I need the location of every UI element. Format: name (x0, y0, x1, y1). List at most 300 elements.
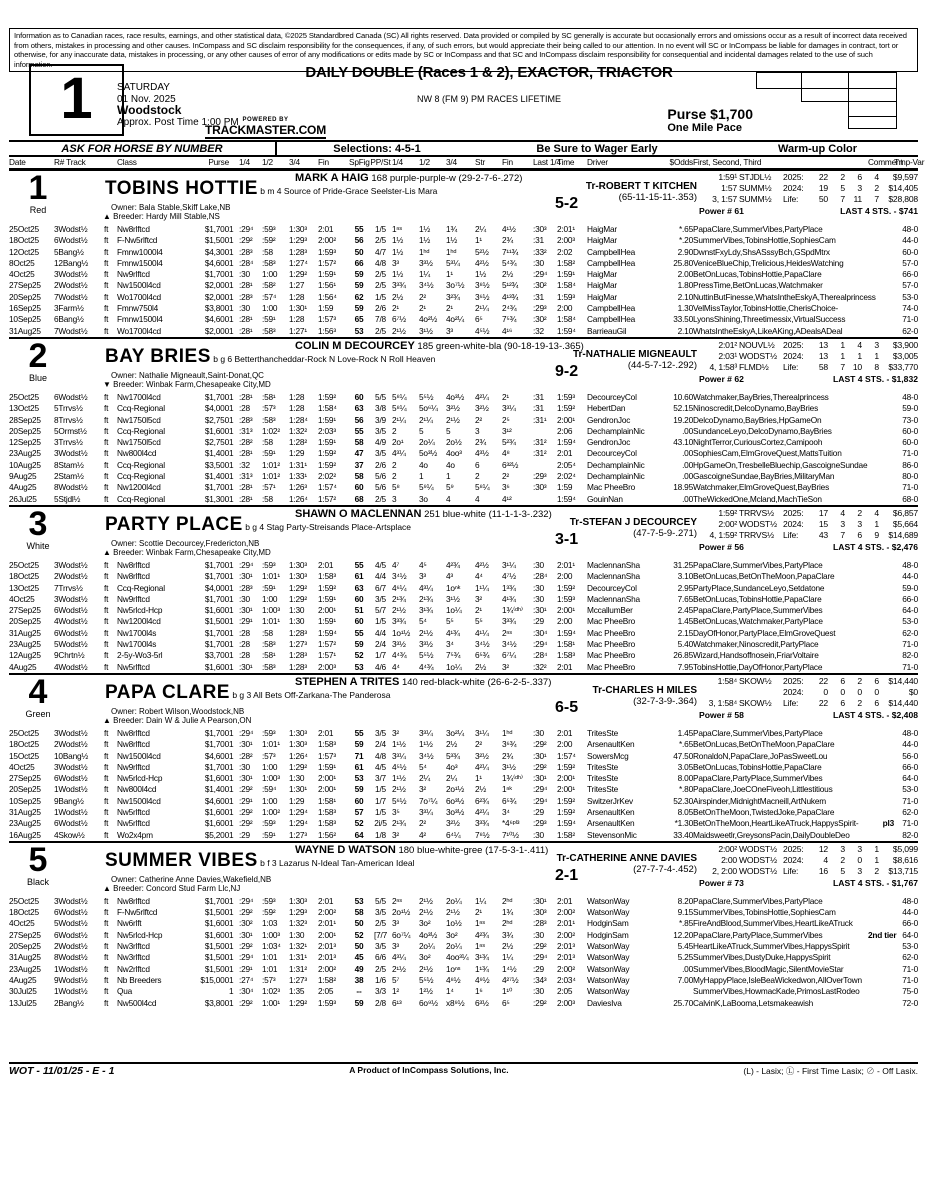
record-stat: 12 (818, 843, 828, 854)
horse-header (9, 840, 918, 896)
record-track: WODST½ (739, 350, 777, 361)
pp-cell: 4Oct25 (9, 918, 35, 929)
pp-cell: 1:30³ (289, 559, 307, 570)
pp-cell: 1ʰᵈ (419, 246, 430, 257)
pp-cell: 48-0 (902, 559, 918, 570)
pp-cell: 1:57⁴ (318, 482, 337, 493)
pp-cell: Nw1700l4cd (117, 391, 161, 402)
pp-cell: 2.15 (677, 627, 693, 638)
column-header: R# Track (54, 157, 86, 167)
pp-cell: 71-0 (902, 661, 918, 672)
pp-cell: ft (104, 907, 109, 918)
pp-cell: $4,600 (204, 795, 229, 806)
pp-cell: 1:28³ (289, 246, 307, 257)
pp-cell: 4¹¾ (502, 593, 516, 604)
pp-cell: :29⁴ (533, 784, 548, 795)
pp-cell: 4/9 (375, 437, 386, 448)
pp-cell: MaclennanSha (587, 593, 640, 604)
pp-cell: :58³ (262, 414, 276, 425)
column-header: 1/4 (239, 157, 250, 167)
pp-cell (868, 583, 894, 594)
pp-cell: NuttinButFinesse,WhatsIntheEskyA,Therealprincess (693, 291, 876, 302)
record-earnings: $5,099 (892, 843, 918, 854)
pp-cell: 2Bang½ (54, 997, 84, 1008)
pp-row (9, 224, 918, 235)
pp-cell: $1,500 (204, 616, 229, 627)
pp-cell: 4³¼ (392, 448, 406, 459)
pp-cell: 1 (229, 280, 234, 291)
pp-cell: 1 (229, 582, 234, 593)
pp-cell: 2o½ (446, 437, 462, 448)
pp-cell: 3⁴½ (502, 639, 517, 650)
pp-cell: :30 (533, 929, 544, 940)
trackmaster-logo: TRACKMASTER.COM (205, 123, 326, 137)
column-header: Purse (208, 157, 229, 167)
horse-name: TOBINS HOTTIE (105, 178, 258, 199)
pp-row (9, 964, 918, 975)
pp-cell: Nw8rlftcd (117, 224, 150, 234)
pp-cell: 1:59³ (318, 997, 336, 1008)
pp-cell: 1:03 (262, 918, 278, 929)
pp-cell: 1¾⁽ᵈʰ⁾ (502, 773, 523, 784)
pp-cell: 1:58² (557, 829, 575, 840)
pp-cell: :29³ (533, 471, 547, 482)
pp-cell: 68-0 (902, 493, 918, 504)
pp-cell: 68 (354, 493, 364, 504)
pp-cell: 2ʰᵈ (502, 918, 513, 929)
pp-cell: 4²⁷½ (502, 974, 519, 985)
pp-cell: 5²½ (475, 246, 489, 257)
pp-cell (868, 986, 894, 997)
past-performance-table (9, 560, 918, 673)
pp-cell: Nw3rlftcd (117, 952, 150, 963)
record-year: 2025: (783, 675, 804, 686)
pp-cell: 1 (229, 325, 234, 336)
pp-cell: 4/5 (375, 761, 386, 772)
pp-cell: 1:56¹ (318, 280, 336, 291)
pp-cell: 1³¾ (502, 582, 516, 593)
pp-cell: 1:58³ (318, 571, 336, 582)
race-gait: One Mile Pace (667, 122, 742, 134)
pp-cell: 1:30³ (289, 739, 307, 750)
pp-cell: 1/7 (375, 795, 386, 806)
pp-cell: 1 (229, 314, 234, 325)
pp-cell: 2¹ (419, 303, 426, 314)
pp-cell: 1:57² (318, 257, 336, 268)
pp-cell: 3⁶¾ (502, 739, 517, 750)
pp-cell: 1:58³ (318, 739, 336, 750)
pp-cell: 20Sep25 (9, 425, 41, 436)
pp-cell: 2:01 (318, 559, 334, 570)
pp-cell: ft (104, 739, 109, 750)
pp-cell: :29⁴ (533, 269, 548, 280)
pp-cell: 86-0 (902, 459, 918, 470)
pp-cell: ft (104, 459, 109, 470)
record-stat: 1 (840, 350, 845, 361)
pp-cell: 2:00 (557, 616, 573, 627)
pp-cell (868, 662, 894, 673)
trackmaster-brand (205, 117, 326, 139)
record-stat: 11 (853, 194, 862, 204)
last4-earnings: LAST 4 STS. - $1,832 (832, 373, 918, 384)
pp-cell: 37 (354, 459, 364, 470)
pp-cell: $1,500 (204, 235, 229, 246)
pp-cell: 1:01¹ (262, 739, 280, 750)
record-time: 1:59¹ (718, 172, 737, 182)
pp-cell: 1 (229, 997, 234, 1008)
pp-cell: 1ⁿᵏ (502, 784, 512, 795)
pp-cell: ft (104, 818, 109, 829)
pp-cell: DecourceyCol (587, 582, 637, 593)
pp-cell: :31 (533, 391, 544, 402)
pp-cell: Watchmaker,ElmGroveQuest,BayBries (693, 482, 830, 493)
pp-cell: 4/8 (375, 257, 386, 268)
pp-cell: 27Sep25 (9, 280, 41, 291)
race-number-box (29, 64, 124, 136)
pp-cell: 3o² (419, 952, 431, 963)
pp-cell: :30¹ (533, 750, 547, 761)
pp-cell: 4⁵½ (392, 761, 407, 772)
pp-row (9, 426, 918, 437)
pp-cell: 2:01³ (318, 952, 336, 963)
pp-cell: 1¹½ (392, 739, 406, 750)
pp-cell: 3¹½ (502, 761, 516, 772)
pp-cell: 1⁴ (446, 986, 454, 997)
pp-cell: HaigMar (587, 291, 617, 302)
pp-cell: Nw9rlftcd (117, 761, 150, 772)
pp-cell: 12Aug25 (9, 650, 41, 661)
pp-cell: :30² (239, 918, 253, 929)
pp-cell: 23Aug25 (9, 448, 41, 459)
horse-breeding: b g 3 All Bets Off-Zarkana-The Panderosa (229, 689, 391, 700)
pp-cell: 7Trrvs½ (54, 582, 83, 593)
pp-cell: 3⁴½ (392, 571, 407, 582)
pp-cell: 5³¾ (446, 750, 460, 761)
pp-cell: 64-0 (902, 929, 918, 940)
pp-cell: 2:00 (557, 303, 573, 314)
owner-info: Owner: Robert Wilson,Woodstock,NB (111, 706, 245, 716)
pp-cell: 73-0 (902, 414, 918, 425)
pp-cell: Nw8rlftcd (117, 895, 150, 906)
pp-cell: 1⁶ (475, 986, 483, 997)
pp-cell: 2o¼ (446, 895, 462, 906)
record-track: WODST½ (739, 518, 777, 529)
pp-cell: 30Jul25 (9, 986, 37, 997)
pp-cell: 4⁴ (392, 661, 400, 672)
horse-name-line (105, 178, 437, 200)
pp-cell: :31 (533, 403, 544, 414)
pp-cell: 6⁵ (502, 997, 510, 1008)
pp-cell: 4⁸ (502, 448, 510, 459)
pp-cell: :28 (239, 627, 250, 638)
pp-cell: Mac PheeBro (587, 639, 636, 650)
pp-cell: 1 (229, 571, 234, 582)
pp-cell: 7Wodst½ (54, 291, 88, 302)
record-stat: 1 (874, 518, 879, 529)
pp-cell: 1:00 (262, 593, 278, 604)
pp-cell (868, 494, 894, 505)
pp-row (9, 460, 918, 471)
trainer-stats: (65-11-15-11-.353) (618, 192, 697, 203)
column-header: First, Second, Third (693, 157, 762, 167)
pp-cell: 7¹¹¾ (502, 246, 519, 257)
pp-cell: 3/5 (375, 941, 386, 952)
pp-cell: 20Sep25 (9, 784, 41, 795)
pp-cell: 71 (354, 750, 364, 761)
record-stat: 2 (840, 172, 845, 182)
pp-cell: 3²½ (475, 403, 489, 414)
trainer-info (557, 853, 697, 875)
pp-cell: Ccq-Regional (117, 493, 165, 504)
pp-row (9, 403, 918, 414)
record-track: TRRVS½ (739, 529, 774, 540)
pp-cell: 3Farm½ (54, 303, 84, 314)
pp-cell: ft (104, 593, 109, 604)
pp-cell: Nw8rlftcd (117, 559, 150, 570)
record-row (699, 698, 918, 709)
pp-cell (868, 224, 894, 235)
pp-cell: 5⁶½ (392, 795, 407, 806)
pp-cell: 4⁷ (392, 559, 400, 570)
breeder-info: ▼ Breeder: Winbak Farm,Chesapeake City,MD (103, 379, 271, 389)
pp-cell: 2:03⁴ (557, 974, 576, 985)
pp-cell: 2:00³ (557, 997, 575, 1008)
pp-cell (868, 773, 894, 784)
pp-cell: 74-0 (902, 303, 918, 314)
pp-cell: 5.40 (677, 639, 693, 650)
pp-cell: $1,700 (204, 895, 229, 906)
pp-cell: $2,750 (204, 414, 229, 425)
record-stat: 6 (874, 675, 879, 686)
pp-cell: :32² (533, 661, 547, 672)
pp-cell: 5 (419, 425, 424, 436)
past-performance-table (9, 224, 918, 337)
record-stat: 2 (857, 675, 862, 686)
pp-cell (868, 975, 894, 986)
pp-cell: 2:00 (557, 739, 573, 750)
pp-cell: 1¾⁽ᵈʰ⁾ (502, 605, 523, 616)
pp-cell: PartyPlace,SundanceLeyo,Setdatone (693, 582, 825, 593)
pp-cell: 56-0 (902, 750, 918, 761)
pp-cell (868, 460, 894, 471)
pp-cell: :29² (239, 907, 253, 918)
pp-cell: :59⁴ (262, 784, 277, 795)
pp-cell: Nw9rlftcd (117, 269, 150, 280)
pp-cell: $1,700 (204, 739, 229, 750)
pp-cell: :30¹ (239, 739, 253, 750)
pp-cell: 1:32³ (289, 918, 307, 929)
pp-cell: 20Sep25 (9, 616, 41, 627)
record-time: 2:01² (718, 339, 737, 350)
pp-cell: 2:01³ (318, 941, 336, 952)
pp-cell: SummerVibes,TobinsHottie,SophiesCam (693, 235, 836, 246)
pp-cell: 1 (229, 974, 234, 985)
pp-cell: 1/5 (375, 291, 386, 302)
record-year: 2024: (783, 518, 804, 529)
pp-cell: 1 (229, 795, 234, 806)
pp-cell: 4¹¼ (475, 627, 489, 638)
power-rating: Power # 58 (699, 709, 744, 720)
pp-cell: :28¹ (239, 325, 253, 336)
column-header: Last 1/4 (533, 157, 561, 167)
pp-cell: 1:56³ (318, 325, 336, 336)
pp-cell: :27⁴ (239, 974, 254, 985)
pp-cell: :28² (239, 437, 253, 448)
pp-cell: 2 (392, 459, 397, 470)
column-header: Comment (868, 157, 903, 167)
pp-cell: $1,600 (204, 773, 229, 784)
pp-cell: 1:28 (289, 391, 305, 402)
pp-cell: [7/7 (373, 929, 388, 940)
pp-cell: :57¹ (262, 482, 276, 493)
pp-cell: 3³½ (419, 639, 433, 650)
pp-cell: pl3 (882, 818, 894, 829)
pp-cell: DechamplainNic (587, 425, 645, 436)
pp-cell: 2:05 (318, 986, 334, 997)
last4-earnings: LAST 4 STS. - $2,476 (832, 541, 918, 552)
pp-cell: CampbellHea (587, 314, 636, 325)
pp-cell: :30 (239, 303, 250, 314)
pp-cell: 2:00³ (318, 661, 336, 672)
pp-cell: 3/5 (375, 727, 386, 738)
pp-cell: ft (104, 918, 109, 929)
pp-cell: 2.10 (677, 291, 693, 302)
pp-cell: ft (104, 403, 109, 414)
pp-cell: 1:59³ (557, 391, 575, 402)
pp-cell: 1.45 (677, 616, 693, 627)
pp-cell: 2¾ (475, 437, 487, 448)
column-headers (9, 157, 925, 169)
pp-cell: :29 (533, 806, 544, 817)
pp-cell: 3¾ (502, 929, 514, 940)
pp-cell: :30¹ (239, 773, 253, 784)
pp-cell: HaigMar (587, 224, 617, 234)
pp-cell: 44-0 (902, 235, 918, 246)
pp-cell: 62-0 (902, 952, 918, 963)
record-stat: 1 (857, 350, 862, 361)
pp-cell: 1:27⁴ (289, 257, 308, 268)
pp-cell: Watchmaker,BayBries,Therealprincess (693, 391, 829, 402)
pp-cell: :31² (533, 437, 547, 448)
record-row (699, 530, 918, 541)
pp-cell: Nw1500l4cd (117, 750, 161, 761)
pp-cell: SophiesCam,ElmGroveQuest,MattsTuition (693, 448, 842, 459)
pp-cell: 1 (229, 829, 234, 840)
trainer-info (573, 349, 697, 371)
pp-cell: 3³ (392, 918, 399, 929)
pp-cell: 64-0 (902, 605, 918, 616)
pp-cell: 60-0 (902, 425, 918, 436)
pp-cell: 3⁴½ (419, 280, 434, 291)
pp-cell: 2² (475, 414, 482, 425)
pp-cell: 13Jul25 (9, 997, 37, 1008)
pp-cell: 1:28³ (289, 661, 307, 672)
pp-cell: 1/8 (375, 829, 386, 840)
horse-number: 3 (28, 504, 48, 543)
pp-cell: Wo1700l4cd (117, 325, 161, 336)
pp-cell: TheWickedOne,Mcland,MachTieSon (693, 493, 822, 504)
trainer-info (570, 517, 697, 539)
horse-entry-5 (9, 841, 918, 1009)
pp-cell: 27Sep25 (9, 773, 41, 784)
past-performance-table (9, 392, 918, 505)
pp-cell: 1:01 (262, 963, 278, 974)
pp-cell: 4³ (446, 571, 453, 582)
pp-cell: 2½ (502, 269, 514, 280)
column-header: 1/2 (262, 157, 273, 167)
pp-cell: 1:58³ (557, 650, 575, 661)
pp-cell: ArsenaultKen (587, 818, 635, 829)
pp-cell: 5⁵ (446, 616, 454, 627)
pp-cell: 1:28³ (289, 650, 307, 661)
record-row (699, 172, 918, 183)
pp-cell: Nw1700l4s (117, 627, 157, 638)
pp-cell: 1.45 (677, 727, 693, 738)
pp-cell: 4¹¾ (446, 627, 460, 638)
pp-cell: Nw1700l4s (117, 639, 157, 650)
pp-cell: Nw3rlftcd (117, 941, 150, 952)
record-stat: 6 (874, 697, 879, 708)
pp-cell: RonaldoN,PapaClare,JoPasSweetLou (693, 750, 828, 761)
pp-cell: 2Wodst½ (54, 280, 88, 291)
record-stat: 3 (857, 843, 862, 854)
pp-cell: 1ⁿˢ (475, 918, 485, 929)
pp-cell: :28³ (239, 582, 253, 593)
pp-cell: 1 (229, 739, 234, 750)
pp-cell: 5⁵½ (419, 650, 434, 661)
pp-cell: 4 (446, 493, 451, 504)
driver-info: 180 blue-white-gree (17-5-3-1-.411) (395, 844, 549, 856)
pp-cell: 1:29³ (289, 907, 307, 918)
pp-cell: 12Bang½ (54, 257, 89, 268)
pp-cell: ft (104, 605, 109, 616)
pp-cell: 1:00 (262, 269, 278, 280)
column-header (104, 157, 117, 168)
pp-cell (868, 907, 894, 918)
pp-cell: 5⁹ (446, 482, 454, 493)
pp-cell: 3/5 (375, 448, 386, 459)
pp-cell: 80-0 (902, 471, 918, 482)
record-stat: 5 (840, 865, 845, 876)
pp-cell (868, 952, 894, 963)
pp-cell: 5/6 (375, 482, 386, 493)
pp-cell: 1:57³ (318, 314, 336, 325)
pp-cell: 1:01¹ (262, 571, 280, 582)
pp-cell (868, 896, 894, 907)
pp-cell: $1,700 (204, 593, 229, 604)
pp-cell: 1:58⁴ (318, 403, 337, 414)
pp-cell: 3³¼ (392, 750, 406, 761)
horse-record-block (699, 172, 918, 217)
record-year: 2024: (783, 183, 804, 193)
pp-cell: :28³ (533, 918, 547, 929)
pp-cell: 10Bang½ (54, 750, 89, 761)
pp-cell: :29² (533, 941, 547, 952)
pp-cell: 6Bang½ (54, 314, 84, 325)
pp-cell: ft (104, 414, 109, 425)
pp-cell: $1,400 (204, 448, 229, 459)
pp-cell: TobinsHottie,DayOfHonor,PartyPlace (693, 661, 823, 672)
warmup-color-label: Warm-up Color (777, 142, 858, 155)
pp-cell: 3⁸½ (475, 280, 490, 291)
pp-cell: Nw1750l5cd (117, 414, 161, 425)
record-stat: 9 (874, 529, 879, 540)
pp-cell: 1:30 (289, 773, 305, 784)
pp-cell: 2:00¹ (557, 605, 575, 616)
pp-cell: 6Wodst½ (54, 907, 88, 918)
pp-cell: 4¹² (502, 493, 512, 504)
record-stat: 0 (874, 686, 879, 697)
